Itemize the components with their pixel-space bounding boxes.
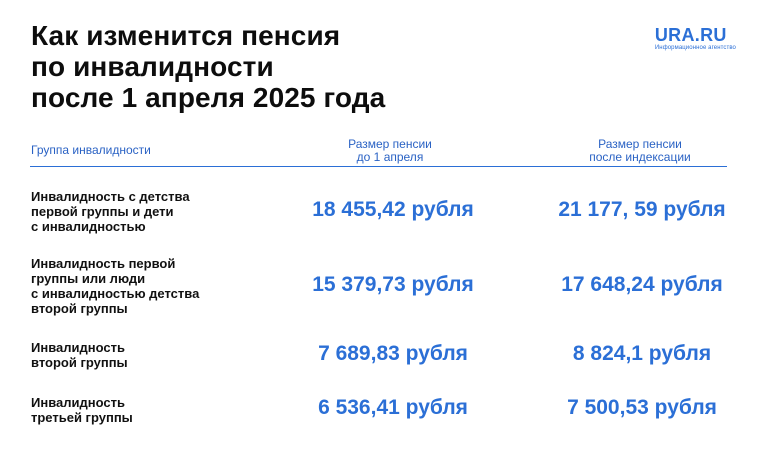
row-4-label-line-1: Инвалидность — [31, 395, 125, 410]
row-4-label-line-2: третьей группы — [31, 410, 133, 425]
row-3-before-value: 7 689,83 рубля — [318, 342, 468, 365]
title-line-2: по инвалидности — [31, 51, 274, 82]
ura-logo — [655, 26, 736, 52]
row-4-before-value: 6 536,41 рубля — [318, 396, 468, 419]
title-line-1: Как изменится пенсия — [31, 20, 341, 51]
logo-subtitle: Информационное агентство — [654, 45, 736, 51]
row-3-label-line-1: Инвалидность — [31, 340, 125, 355]
header-after — [540, 138, 740, 164]
page-title — [31, 20, 385, 113]
row-4-after-value: 7 500,53 рубля — [567, 396, 717, 419]
header-before-line-2: до 1 апреля — [356, 150, 424, 164]
row-1-label-line-1: Инвалидность с детства — [31, 189, 190, 204]
row-1-label-line-3: с инвалидностью — [31, 219, 146, 234]
header-divider — [30, 166, 727, 167]
row-1-after-value: 21 177, 59 рубля — [558, 198, 726, 221]
row-2-label-line-3: с инвалидностью детства — [31, 286, 200, 301]
header-after-line-1: Размер пенсии — [598, 137, 682, 151]
row-1-label-line-2: первой группы и дети — [31, 204, 174, 219]
row-2-label-line-1: Инвалидность первой — [31, 256, 176, 271]
row-label-1 — [31, 189, 190, 234]
row-2-before-value: 15 379,73 рубля — [312, 273, 474, 296]
row-3-after-value: 8 824,1 рубля — [572, 342, 712, 365]
header-before-line-1: Размер пенсии — [348, 137, 432, 151]
row-label-3 — [31, 340, 128, 370]
title-line-3: после 1 апреля 2025 года — [31, 82, 386, 113]
header-before — [290, 138, 490, 164]
header-after-line-2: после индексации — [589, 150, 691, 164]
header-group: Группа инвалидности — [31, 143, 151, 157]
row-3-label-line-2: второй группы — [31, 355, 128, 370]
row-label-4 — [31, 395, 133, 425]
row-2-label-line-4: второй группы — [31, 301, 128, 316]
row-2-label-line-2: группы или люди — [31, 271, 146, 286]
logo-name: URA.RU — [654, 25, 727, 45]
row-2-after-value: 17 648,24 рубля — [561, 273, 723, 296]
row-1-before-value: 18 455,42 рубля — [312, 198, 474, 221]
row-label-2 — [31, 256, 199, 316]
